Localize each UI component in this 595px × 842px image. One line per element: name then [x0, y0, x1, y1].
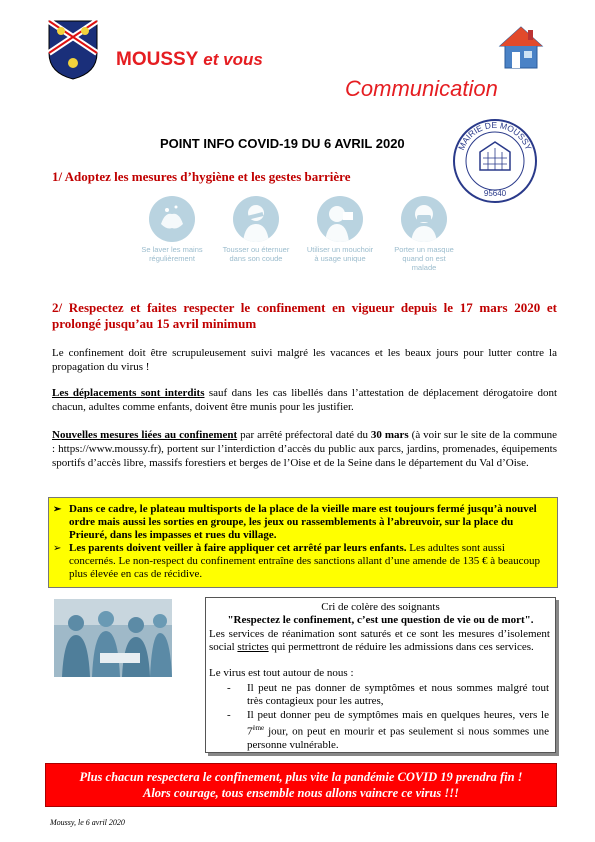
stamp-bottom-text: 95640 — [483, 189, 507, 198]
notice-text: Les adultes sont aussi concernés. Le non-respect du confinement entraîne des sanctions allant d’une amende de 135 € à beaucoup plus élevée en cas de récidive. — [69, 542, 540, 580]
paragraph-deplacements — [52, 386, 557, 414]
hand-washing-icon — [149, 196, 195, 242]
call-to-action-banner — [45, 763, 557, 807]
communication-heading: Communication — [345, 76, 498, 101]
paragraph-text: sauf dans les cas libellés dans l’attestation de déplacement dérogatoire dont chacun, adultes comme enfants, doivent être munis pour les justifier. — [52, 387, 558, 413]
quote-box-paragraph — [209, 628, 550, 654]
brand-sub: et vous — [203, 50, 263, 69]
gesture-item — [138, 196, 206, 263]
paragraph-confinement: Le confinement doit être scrupuleusement suivi malgré les vacances et les beaux jours pour lutter contre la propagation du virus ! — [52, 347, 557, 373]
list-text-part: jour, on peut en mourir et pas seulement si nous sommes une personne vulnérable. — [247, 725, 549, 751]
notice-item — [53, 503, 541, 542]
date-signature: Moussy, le 6 avril 2020 — [50, 818, 125, 827]
house-icon — [498, 24, 544, 70]
arrow-bullet-icon: ➢ — [53, 543, 62, 554]
gesture-label: Porter un masque quand on est malade — [394, 245, 454, 272]
quote-box-paragraph: Le virus est tout autour de nous : — [209, 667, 354, 679]
mask-icon — [401, 196, 447, 242]
caregivers-quote-box — [205, 597, 556, 753]
gesture-label: Se laver les mains régulièrement — [141, 245, 203, 263]
gesture-item — [390, 196, 458, 272]
mairie-stamp — [452, 118, 538, 204]
arrete-date: 30 mars — [370, 429, 409, 441]
notice-item — [53, 542, 541, 581]
barrier-gestures — [138, 196, 456, 288]
healthcare-workers-photo — [54, 599, 172, 677]
notice-text-bold: Les parents doivent veiller à faire appliquer cet arrêté par leurs enfants. — [69, 542, 407, 554]
brand-main: MOUSSY — [116, 49, 199, 70]
gesture-label: Utiliser un mouchoir à usage unique — [306, 245, 374, 263]
banner-line-1: Plus chacun respectera le confinement, plus vite la pandémie COVID 19 prendra fin ! — [79, 770, 523, 784]
section1-heading: 1/ Adoptez les mesures d’hygiène et les gestes barrière — [52, 169, 351, 184]
svg-text:MAIRIE DE MOUSSY — [456, 120, 534, 152]
ordinal-suffix: ème — [252, 724, 265, 732]
list-text-part: Il peut donner peu de symptômes mais en quelques heures, vers le 7 — [247, 709, 549, 738]
gesture-label: Tousser ou éternuer dans son coude — [222, 245, 290, 263]
banner-line-2: Alors courage, tous ensemble nous allons vaincre ce virus !!! — [142, 786, 459, 800]
list-text — [247, 709, 549, 752]
quote-box-heading: Cri de colère des soignants — [321, 601, 440, 613]
stamp-top-text: MAIRIE DE MOUSSY — [456, 119, 534, 152]
caregivers-quote: "Respectez le confinement, c’est une question de vie ou de mort". — [227, 614, 534, 626]
paragraph-text: (à voir sur le site de la commune : https://www.moussy.fr), portent sur l’interdiction d’accès du public aux parcs, jardins, promenades, équipements sportifs d’accès libre, massifs forestiers et berges de l’Oise et de la Seine dans le département du Val d’Oise. — [52, 429, 557, 469]
section2-heading: 2/ Respectez et faites respecter le confinement en vigueur depuis le 17 mars 2020 et prolongé jusqu’au 15 avril minimum — [52, 300, 557, 331]
paragraph-text: par arrêté préfectoral daté du — [237, 429, 371, 441]
brand-title — [116, 49, 263, 71]
gesture-item — [222, 196, 290, 263]
tissue-icon — [317, 196, 363, 242]
list-dash: - — [227, 709, 231, 721]
sneeze-elbow-icon — [233, 196, 279, 242]
list-text: Il peut ne pas donner de symptômes et nous sommes malgré tout très contagieux pour les autres, — [247, 682, 549, 707]
paragraph-mesures — [52, 428, 557, 470]
coat-of-arms-logo — [47, 19, 99, 81]
quote-text: Les services de réanimation sont saturés et ce sont les mesures d’isolement social — [209, 628, 550, 653]
gesture-item — [306, 196, 374, 263]
notice-box — [48, 497, 558, 588]
notice-text: Dans ce cadre, le plateau multisports de la place de la vieille mare est toujours fermé jusqu’à nouvel ordre mais aussi les sorties en groupe, les jeux ou rassemblements à l’abreuvoir, sur la place du Prieuré, dans les impasses et rues du village. — [69, 503, 537, 541]
paragraph-lead: Nouvelles mesures liées au confinement — [52, 429, 238, 441]
quote-text: qui permettront de réduire les admissions dans ces services. — [268, 641, 534, 653]
list-dash: - — [227, 682, 231, 694]
paragraph-lead: Les déplacements sont interdits — [52, 387, 205, 399]
quote-text-underlined: strictes — [237, 641, 269, 653]
arrow-bullet-icon: ➢ — [53, 504, 62, 515]
page-title: POINT INFO COVID-19 DU 6 AVRIL 2020 — [160, 136, 405, 151]
